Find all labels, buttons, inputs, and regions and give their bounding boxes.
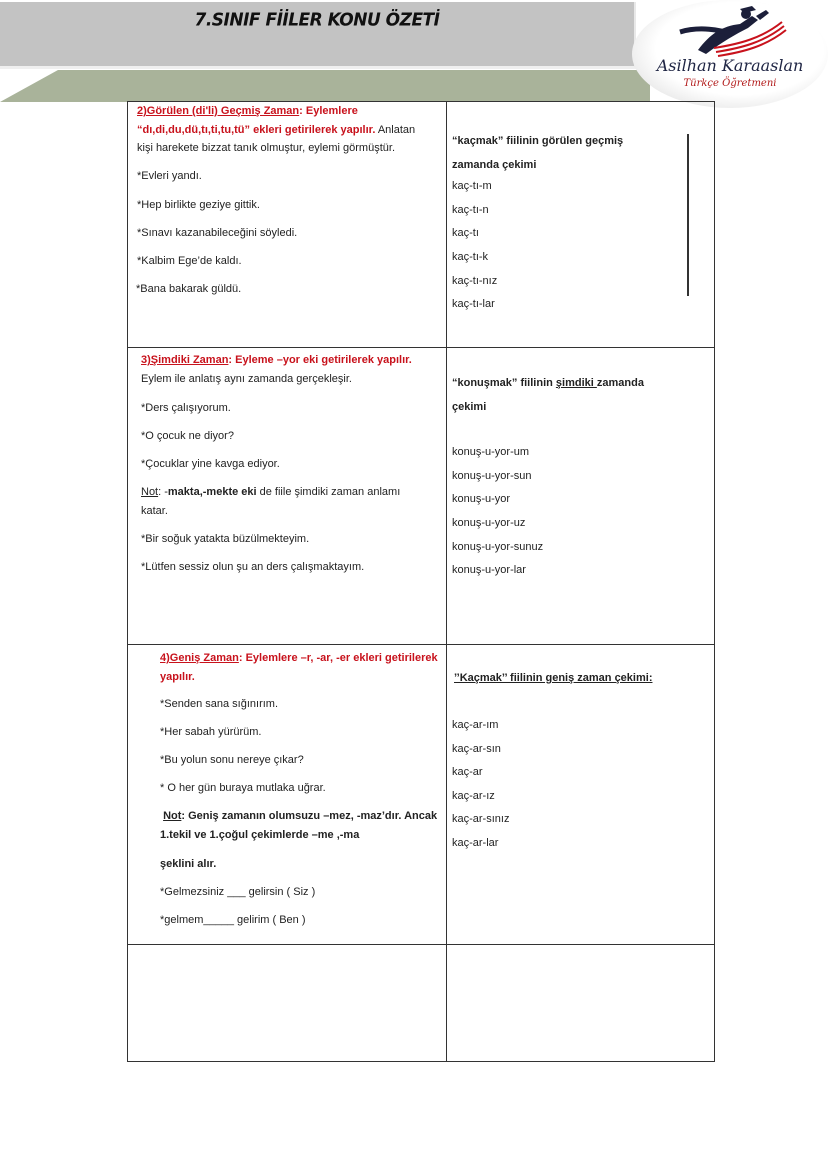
example: *Kalbim Ege’de kaldı. [137,255,242,267]
cell-aorist-explanation [128,645,447,944]
conjugation-item: kaç-tı-m [452,180,492,192]
conjugation-item: konuş-u-yor-sun [452,470,532,482]
conjugation-item: konuş-u-yor [452,493,511,505]
table-row-aorist [128,645,714,945]
exercise: *gelmem_____ gelirim ( Ben ) [160,914,306,926]
example: *Sınavı kazanabileceğini söyledi. [137,227,298,239]
empty-cell-right [447,945,714,1061]
past-tense-heading: 2)Görülen (di'li) Geçmiş Zaman: Eylemlere “dı,di,du,dü,tı,ti,tu,tü” ekleri getirilerek yapılır. Anlatan kişi harekete bizzat tanık olmuştur, eylemi görmüştür. [137,105,416,154]
conjugation-item: kaç-ar-lar [452,837,499,849]
example: *Senden sana sığınırım. [160,698,279,710]
header-accent-cut [0,70,58,102]
graduate-runner-icon [670,4,790,60]
cell-aorist-conjugation [447,645,714,944]
table-row-past-tense [128,102,714,348]
present-heading: 3)Şimdiki Zaman: Eyleme –yor eki getirilerek yapılır. Eylem ile anlatış aynı zamanda gerçekleşir. [141,354,412,385]
example: *Çocuklar yine kavga ediyor. [141,458,280,470]
conjugation-title: “kaçmak” fiilinin görülen geçmiş zamanda çekimi [452,135,624,171]
example: *Bu yolun sonu nereye çıkar? [160,754,304,766]
logo-name: Asilhan Karaaslan [656,56,804,75]
example: *Bir soğuk yatakta büzülmekteyim. [141,533,310,545]
summary-table [127,101,715,1062]
aorist-heading: 4)Geniş Zaman: Eylemlere –r, -ar, -er ekleri getirilerek yapılır. [160,652,438,683]
page-title: 7.SINIF FİİLER KONU ÖZETİ [194,9,440,31]
logo-subtitle: Türkçe Öğretmeni [683,78,777,89]
conjugation-item: kaç-tı [452,227,479,239]
cell-present-conjugation [447,348,714,644]
present-note: Not: -makta,-mekte eki de fiile şimdiki zaman anlamı katar. [141,486,401,517]
conjugation-item: konuş-u-yor-sunuz [452,541,544,553]
table-row-empty [128,945,714,1061]
example: *Bana bakarak güldü. [136,283,242,295]
example: *O çocuk ne diyor? [141,430,234,442]
example: * O her gün buraya mutlaka uğrar. [160,782,326,794]
example: *Lütfen sessiz olun şu an ders çalışmaktayım. [141,561,365,573]
logo [632,0,828,108]
cell-past-tense-conjugation [447,102,714,347]
example: *Ders çalışıyorum. [141,402,231,414]
conjugation-item: kaç-tı-nız [452,275,498,287]
conjugation-item: kaç-tı-lar [452,298,495,310]
example: *Evleri yandı. [137,170,202,182]
aorist-note: Not: Geniş zamanın olumsuzu –mez, -maz’dır. Ancak 1.tekil ve 1.çoğul çekimlerde –me ,-ma [160,810,438,841]
cell-present-explanation [128,348,447,644]
conjugation-item: kaç-ar [452,766,483,778]
table-row-present-continuous [128,348,714,645]
conjugation-item: konuş-u-yor-lar [452,564,526,576]
conjugation-item: kaç-ar-ız [452,790,495,802]
conjugation-item: kaç-ar-ım [452,719,499,731]
conjugation-item: konuş-u-yor-um [452,446,530,458]
conjugation-item: kaç-tı-k [452,251,489,263]
conjugation-title: “konuşmak” fiilinin şimdiki zamanda çekimi [452,377,644,413]
aorist-note-line3: şeklini alır. [160,858,217,870]
conjugation-item: kaç-ar-sınız [452,813,510,825]
conjugation-item: konuş-u-yor-uz [452,517,526,529]
example: *Hep birlikte geziye gittik. [137,199,260,211]
header-accent-strip [0,70,650,102]
example: *Her sabah yürürüm. [160,726,262,738]
empty-cell-left [128,945,447,1061]
vertical-rule [687,134,689,296]
exercise: *Gelmezsiniz ___ gelirsin ( Siz ) [160,886,316,898]
conjugation-item: kaç-tı-n [452,204,489,216]
conjugation-item: kaç-ar-sın [452,743,501,755]
conjugation-title: ’’Kaçmak’’ fiilinin geniş zaman çekimi: [454,672,653,684]
cell-past-tense-explanation [128,102,447,347]
